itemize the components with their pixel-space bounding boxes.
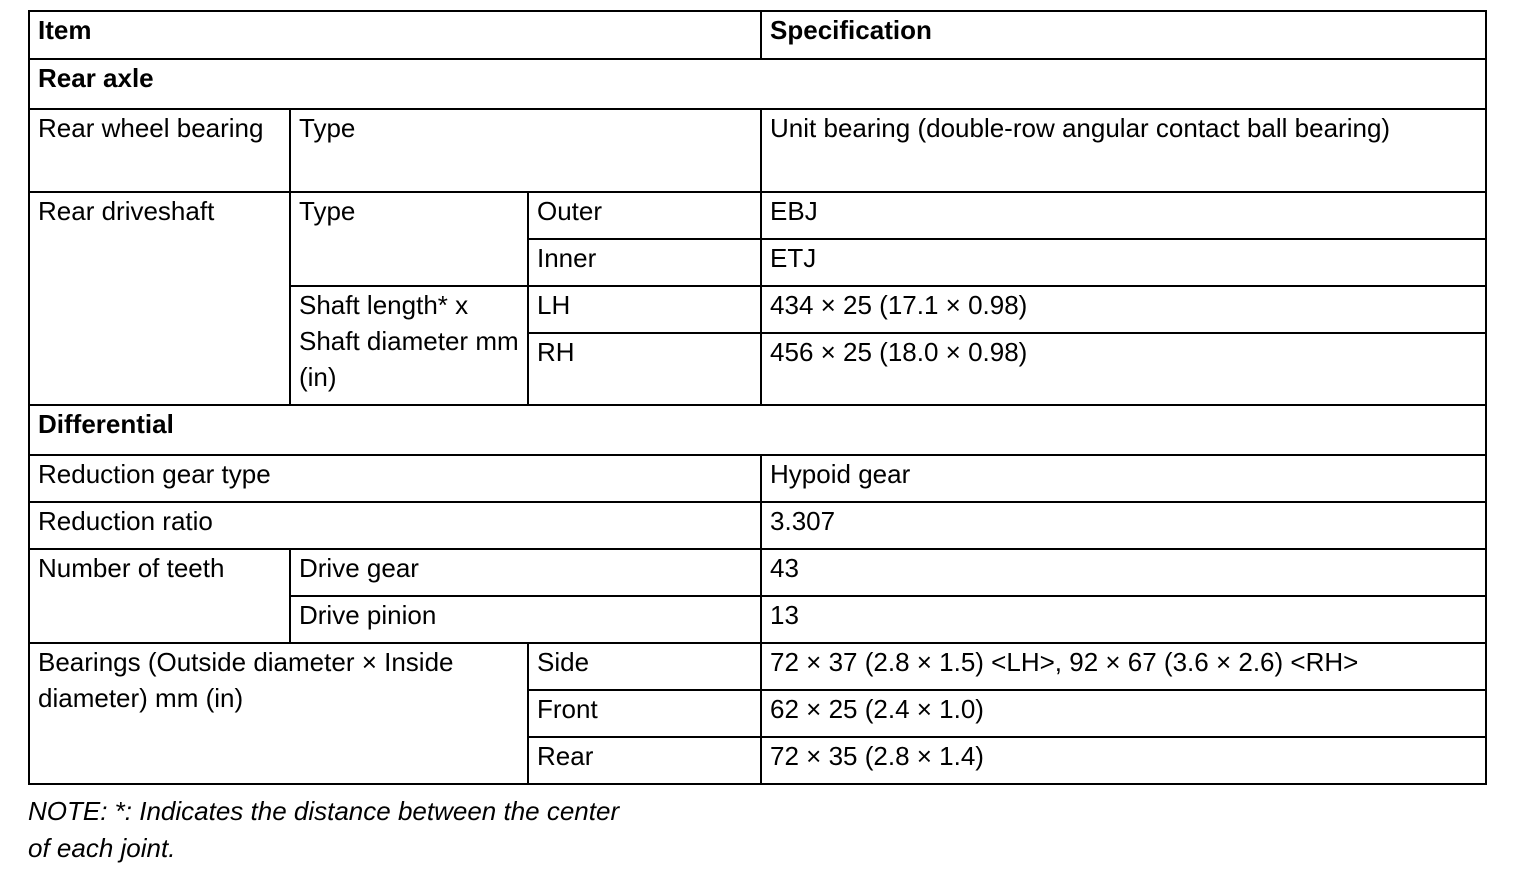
table-row-reduction-gear-type xyxy=(29,455,1486,502)
bearing-side-value: 72 × 37 (2.8 × 1.5) <LH>, 92 × 67 (3.6 × 2.6) <RH> xyxy=(761,643,1486,690)
driveshaft-inner-label: Inner xyxy=(528,239,761,286)
rear-driveshaft-type-label: Type xyxy=(290,192,528,286)
driveshaft-inner-value: ETJ xyxy=(761,239,1486,286)
reduction-ratio-value: 3.307 xyxy=(761,502,1486,549)
rear-wheel-bearing-label: Rear wheel bearing xyxy=(29,109,290,192)
driveshaft-rh-label: RH xyxy=(528,333,761,405)
section-title-rear-axle: Rear axle xyxy=(29,59,1486,109)
rear-wheel-bearing-type-value: Unit bearing (double-row angular contact ball bearing) xyxy=(761,109,1486,192)
section-row-differential xyxy=(29,405,1486,455)
table-row-reduction-ratio xyxy=(29,502,1486,549)
number-of-teeth-label: Number of teeth xyxy=(29,549,290,643)
table-row-bearing-side xyxy=(29,643,1486,690)
table-row-drive-gear xyxy=(29,549,1486,596)
bearing-front-value: 62 × 25 (2.4 × 1.0) xyxy=(761,690,1486,737)
table-row-rear-wheel-bearing xyxy=(29,109,1486,192)
footnote-line-2: of each joint. xyxy=(28,833,176,863)
table-row-driveshaft-outer xyxy=(29,192,1486,239)
drive-gear-value: 43 xyxy=(761,549,1486,596)
shaft-length-diameter-label: Shaft length* x Shaft diameter mm (in) xyxy=(290,286,528,405)
driveshaft-lh-label: LH xyxy=(528,286,761,333)
driveshaft-rh-value: 456 × 25 (18.0 × 0.98) xyxy=(761,333,1486,405)
bearing-rear-value: 72 × 35 (2.8 × 1.4) xyxy=(761,737,1486,784)
drive-gear-label: Drive gear xyxy=(290,549,761,596)
drive-pinion-label: Drive pinion xyxy=(290,596,761,643)
header-specification: Specification xyxy=(761,11,1486,59)
rear-driveshaft-label: Rear driveshaft xyxy=(29,192,290,405)
bearing-side-label: Side xyxy=(528,643,761,690)
driveshaft-lh-value: 434 × 25 (17.1 × 0.98) xyxy=(761,286,1486,333)
reduction-gear-type-value: Hypoid gear xyxy=(761,455,1486,502)
footnote xyxy=(28,793,788,867)
driveshaft-outer-label: Outer xyxy=(528,192,761,239)
reduction-gear-type-label: Reduction gear type xyxy=(29,455,761,502)
specification-table xyxy=(28,10,1487,785)
table-header-row xyxy=(29,11,1486,59)
footnote-line-1: NOTE: *: Indicates the distance between the center xyxy=(28,796,620,826)
bearing-rear-label: Rear xyxy=(528,737,761,784)
drive-pinion-value: 13 xyxy=(761,596,1486,643)
driveshaft-outer-value: EBJ xyxy=(761,192,1486,239)
rear-wheel-bearing-type-label: Type xyxy=(290,109,761,192)
section-row-rear-axle xyxy=(29,59,1486,109)
reduction-ratio-label: Reduction ratio xyxy=(29,502,761,549)
bearings-label: Bearings (Outside diameter × Inside diameter) mm (in) xyxy=(29,643,528,784)
header-item: Item xyxy=(29,11,761,59)
section-title-differential: Differential xyxy=(29,405,1486,455)
bearing-front-label: Front xyxy=(528,690,761,737)
